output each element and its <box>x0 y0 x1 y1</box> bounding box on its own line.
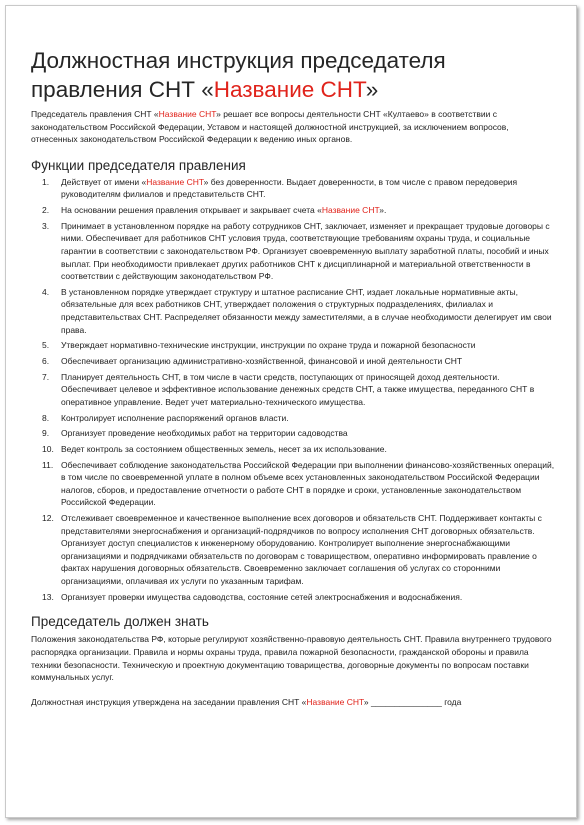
function-item-number: 4. <box>42 286 50 297</box>
intro-text-before: Председатель правления СНТ « <box>31 109 159 119</box>
function-item-text-after: » без доверенности. Выдает доверенности, в том числе с правом передоверия руководителям филиалов и представительств СНТ. <box>61 176 518 200</box>
function-item-text-before: Действует от имени « <box>61 176 147 187</box>
function-item <box>31 339 556 352</box>
function-item-text-before: Ведет контроль за состоянием общественных земель, несет за их использование. <box>61 443 387 454</box>
title-text-after: » <box>365 77 379 102</box>
function-item <box>31 371 556 409</box>
function-item-text-before: Принимает в установленном порядке на работу сотрудников СНТ, заключает, изменяет и прекращает трудовые договоры с ними. Обеспечивает для работников СНТ условия труда, соответствующие требованиям охраны труда, и социальные гарантии в соответствии с законодательством РФ. Организует своевременную выплату заработной платы, пособий и иных выплат. При необходимости привлекает других работников СНТ к дисциплинарной и материальной ответственности в соответствии с действующим законодательством РФ. <box>61 220 550 282</box>
function-item-text-before: На основании решения правления открывает и закрывает счета « <box>61 205 322 216</box>
function-item-number: 7. <box>42 371 50 382</box>
function-item-number: 12. <box>42 513 54 524</box>
function-item <box>31 443 556 456</box>
function-item-text-before: Обеспечивает соблюдение законодательства Российской Федерации при выполнении финансово-хозяйственных операций, в том числе по своевременной уплате в полном объеме всех установленных законодательством Российской Федерации налогов, сборов, и предоставление отчетности о работе СНТ в порядке и сроки, установленные законодательством Российской Федерации. <box>61 459 555 508</box>
function-item <box>31 412 556 425</box>
title-placeholder-name: Название СНТ <box>213 77 366 102</box>
function-item-text-before: В установленном порядке утверждает структуру и штатное расписание СНТ, издает локальные нормативные акты, обязательные для всех работников СНТ, утверждает положения о структурных подразделениях, филиалах и представительствах СНТ. Распределяет обязанности между заместителями, а в случае необходимости делегирует им свои права. <box>61 286 552 335</box>
functions-heading: Функции председателя правления <box>31 157 246 173</box>
function-item-number: 6. <box>42 355 50 366</box>
function-item <box>31 220 556 283</box>
function-item-text-before: Организует проведение необходимых работ на территории садоводства <box>61 428 348 439</box>
function-item-text-before: Планирует деятельность СНТ, в том числе в части средств, поступающих от приносящей доход деятельности. Обеспечивает целевое и эффективное использование денежных средств СНТ, а также имущества, переданного СНТ в оперативное управление. Ведет учет материально-технического имущества. <box>61 371 535 407</box>
function-item <box>31 591 556 604</box>
function-item <box>31 204 556 217</box>
knowledge-paragraph: Положения законодательства РФ, которые регулируют хозяйственно-правовую деятельность СНТ. Правила внутреннего трудового распорядка организации. Правила и нормы охраны труда, правила пожарной безопасности, гражданской обороны и правила техники безопасности. Техническую и проектную документацию товарищества, договорные документы по вопросам поставки коммунальных услуг. <box>31 634 552 683</box>
approval-placeholder-name: Название СНТ <box>306 696 364 707</box>
approval-text-before: Должностная инструкция утверждена на заседании правления СНТ « <box>31 696 307 707</box>
function-item-number: 11. <box>42 459 54 470</box>
function-item-number: 3. <box>42 220 50 231</box>
title-text-before: Должностная инструкция председателя правления СНТ « <box>31 48 446 102</box>
approval-line <box>31 696 556 709</box>
function-item-text-before: Отслеживает своевременное и качественное выполнение всех договоров и обязательств СНТ. Поддерживает контакты с представителями энергоснабжения и организаций-подрядчиков по вопросу исполнения СНТ договорных обязательств. Организует доступ специалистов к инженерному оборудованию. Контролирует выполнение энергоснабжающими организациями и подрядчиками обязательств по договорам с товариществом, оперативно информировать правление о фактах нарушения договорных обязательств. Своевременно заключает соглашения об услугах со сторонними организациями, оплачивая их услуги по указанным тарифам. <box>61 513 542 587</box>
intro-placeholder-name: Название СНТ <box>158 109 217 119</box>
function-item <box>31 286 556 336</box>
intro-paragraph <box>31 108 556 146</box>
function-item <box>31 355 556 368</box>
function-item-number: 10. <box>42 443 54 454</box>
document-content <box>31 46 556 708</box>
function-item-number: 13. <box>42 591 54 602</box>
function-item <box>31 176 556 201</box>
function-item-text-before: Контролирует исполнение распоряжений органов власти. <box>61 412 289 423</box>
function-item-number: 1. <box>42 176 50 187</box>
function-item-text-before: Организует проверки имущества садоводства, состояние сетей электроснабжения и водоснабжения. <box>61 591 463 602</box>
functions-list <box>31 176 556 604</box>
function-item-placeholder-name: Название СНТ <box>146 176 204 187</box>
knowledge-heading: Председатель должен знать <box>31 614 209 630</box>
document-title <box>31 46 556 104</box>
function-item <box>31 427 556 440</box>
function-item-number: 9. <box>42 428 50 439</box>
function-item <box>31 512 556 588</box>
function-item-text-after: ». <box>379 205 387 216</box>
function-item-number: 8. <box>42 412 50 423</box>
function-item-text-before: Обеспечивает организацию административно-хозяйственной, финансовой и иной деятельности СНТ <box>61 355 463 366</box>
approval-text-after: » _______________ года <box>363 696 462 707</box>
function-item-number: 2. <box>42 205 50 216</box>
intro-text-after: » решает все вопросы деятельности СНТ «Култаево» в соответствии с законодательством Российской Федерации, Уставом и настоящей должностной инструкцией, за исключением вопросов, отнесенных законодательством Российской Федерации к ведению иных органов. <box>31 109 509 145</box>
function-item-text-before: Утверждает нормативно-технические инструкции, инструкции по охране труда и пожарной безопасности <box>61 340 476 351</box>
document-page <box>5 5 577 818</box>
function-item-number: 5. <box>42 340 50 351</box>
function-item-placeholder-name: Название СНТ <box>321 205 380 216</box>
function-item <box>31 459 556 509</box>
